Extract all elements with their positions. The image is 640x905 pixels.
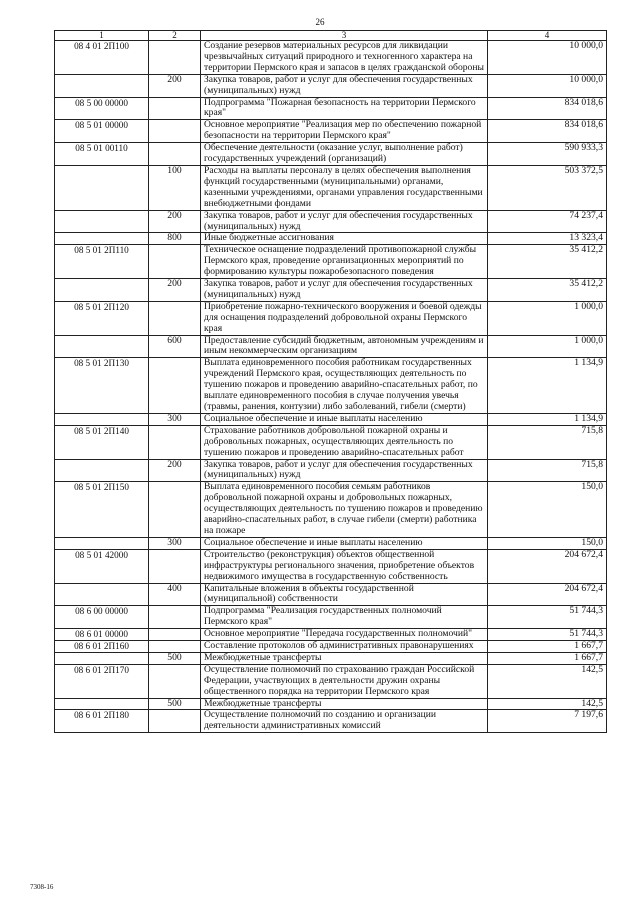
item-name: Выплата единовременного пособия работникам государственных учреждений Пермского края, осуществляющих деятельность по тушению пожаров и проведению аварийно-спасательных работ, по выплате единовременного пособия в случае получения увечья (травмы, ранения, контузии) либо заболеваний, гибели (смерти) [201, 358, 488, 414]
footer-code: 7308-16 [30, 883, 54, 891]
target-article-code [55, 652, 149, 664]
expense-type-code: 300 [149, 413, 201, 425]
item-name: Расходы на выплаты персоналу в целях обеспечения выполнения функций государственными (муниципальными) органами, казенными учреждениями, органами управления государственными внебюджетными фондами [201, 165, 488, 210]
target-article-code [55, 583, 149, 606]
amount: 204 672,4 [488, 583, 607, 606]
amount: 13 323,4 [488, 233, 607, 245]
expense-type-code [149, 120, 201, 143]
expense-type-code [149, 97, 201, 120]
amount: 1 000,0 [488, 301, 607, 335]
target-article-code: 08 6 01 2П170 [55, 664, 149, 698]
target-article-code [55, 698, 149, 710]
expense-type-code [149, 482, 201, 538]
expense-type-code [149, 358, 201, 414]
item-name: Подпрограмма "Пожарная безопасность на территории Пермского края" [201, 97, 488, 120]
table-row [55, 74, 607, 97]
item-name: Закупка товаров, работ и услуг для обеспечения государственных (муниципальных) нужд [201, 459, 488, 482]
amount: 10 000,0 [488, 74, 607, 97]
item-name: Межбюджетные трансферты [201, 698, 488, 710]
item-name: Строительство (реконструкция) объектов общественной инфраструктуры регионального значения, приобретение объектов недвижимого имущества в государственную собственность [201, 549, 488, 583]
target-article-code: 08 6 01 00000 [55, 629, 149, 641]
amount: 142,5 [488, 698, 607, 710]
expense-type-code: 100 [149, 165, 201, 210]
page-number: 26 [315, 17, 325, 27]
expense-type-code: 600 [149, 335, 201, 358]
target-article-code: 08 5 01 00000 [55, 120, 149, 143]
target-article-code [55, 459, 149, 482]
amount: 51 744,3 [488, 606, 607, 629]
header-col-3: 3 [201, 31, 488, 41]
target-article-code [55, 74, 149, 97]
amount: 1 134,9 [488, 358, 607, 414]
target-article-code: 08 5 01 2П150 [55, 482, 149, 538]
amount: 834 018,6 [488, 97, 607, 120]
expense-type-code [149, 41, 201, 75]
table-row [55, 664, 607, 698]
item-name: Основное мероприятие "Реализация мер по обеспечению пожарной безопасности на территории Пермского края" [201, 120, 488, 143]
table-row [55, 583, 607, 606]
amount: 51 744,3 [488, 629, 607, 641]
table-row [55, 245, 607, 279]
table-row [55, 652, 607, 664]
item-name: Осуществление полномочий по страхованию граждан Российской Федерации, участвующих в деятельности дружин охраны общественного порядка на территории Пермского края [201, 664, 488, 698]
amount: 1 134,9 [488, 413, 607, 425]
table-row [55, 710, 607, 733]
expense-type-code: 200 [149, 459, 201, 482]
expense-type-code [149, 641, 201, 653]
expense-type-code [149, 425, 201, 459]
target-article-code: 08 5 00 00000 [55, 97, 149, 120]
header-col-2: 2 [149, 31, 201, 41]
target-article-code [55, 165, 149, 210]
target-article-code: 08 5 01 2П140 [55, 425, 149, 459]
target-article-code: 08 6 01 2П180 [55, 710, 149, 733]
table-row [55, 165, 607, 210]
item-name: Обеспечение деятельности (оказание услуг, выполнение работ) государственных учреждений (организаций) [201, 143, 488, 166]
budget-table [54, 30, 607, 733]
table-row [55, 629, 607, 641]
header-col-4: 4 [488, 31, 607, 41]
table-row [55, 606, 607, 629]
table-row [55, 233, 607, 245]
table-row [55, 301, 607, 335]
table-row [55, 279, 607, 302]
expense-type-code: 800 [149, 233, 201, 245]
target-article-code [55, 537, 149, 549]
target-article-code: 08 5 01 2П120 [55, 301, 149, 335]
expense-type-code: 400 [149, 583, 201, 606]
table-row [55, 459, 607, 482]
expense-type-code [149, 664, 201, 698]
amount: 10 000,0 [488, 41, 607, 75]
table-row [55, 698, 607, 710]
item-name: Приобретение пожарно-технического вооружения и боевой одежды для оснащения подразделений добровольной охраны Пермского края [201, 301, 488, 335]
target-article-code: 08 6 01 2П160 [55, 641, 149, 653]
item-name: Основное мероприятие "Передача государственных полномочий" [201, 629, 488, 641]
table-row [55, 358, 607, 414]
header-col-1: 1 [55, 31, 149, 41]
target-article-code [55, 279, 149, 302]
amount: 715,8 [488, 459, 607, 482]
table-header [55, 31, 607, 41]
amount: 35 412,2 [488, 279, 607, 302]
expense-type-code [149, 245, 201, 279]
item-name: Создание резервов материальных ресурсов для ликвидации чрезвычайных ситуаций природного и техногенного характера на территории Пермского края и запасов в целях гражданской обороны [201, 41, 488, 75]
amount: 503 372,5 [488, 165, 607, 210]
target-article-code [55, 233, 149, 245]
expense-type-code [149, 606, 201, 629]
table-body [55, 41, 607, 733]
expense-type-code [149, 629, 201, 641]
amount: 715,8 [488, 425, 607, 459]
target-article-code: 08 4 01 2П100 [55, 41, 149, 75]
item-name: Закупка товаров, работ и услуг для обеспечения государственных (муниципальных) нужд [201, 279, 488, 302]
item-name: Иные бюджетные ассигнования [201, 233, 488, 245]
item-name: Межбюджетные трансферты [201, 652, 488, 664]
table-row [55, 482, 607, 538]
table-row [55, 549, 607, 583]
table-row [55, 425, 607, 459]
target-article-code: 08 6 00 00000 [55, 606, 149, 629]
expense-type-code [149, 301, 201, 335]
table-row [55, 143, 607, 166]
item-name: Выплата единовременного пособия семьям работников добровольной пожарной охраны и добровольных пожарных, осуществляющих деятельность по тушению пожаров и проведению аварийно-спасательных работ, в случае гибели (смерти) работника на пожаре [201, 482, 488, 538]
target-article-code: 08 5 01 00110 [55, 143, 149, 166]
table-row [55, 41, 607, 75]
item-name: Осуществление полномочий по созданию и организации деятельности административных комиссий [201, 710, 488, 733]
target-article-code [55, 413, 149, 425]
amount: 1 000,0 [488, 335, 607, 358]
item-name: Страхование работников добровольной пожарной охраны и добровольных пожарных, осуществляющих деятельность по тушению пожаров и проведению аварийно-спасательных работ [201, 425, 488, 459]
amount: 834 018,6 [488, 120, 607, 143]
table-row [55, 210, 607, 233]
target-article-code [55, 335, 149, 358]
table-row [55, 537, 607, 549]
target-article-code [55, 210, 149, 233]
amount: 590 933,3 [488, 143, 607, 166]
item-name: Техническое оснащение подразделений противопожарной службы Пермского края, проведение организационных мероприятий по формированию культуры пожаробезопасного поведения [201, 245, 488, 279]
amount: 1 667,7 [488, 641, 607, 653]
amount: 1 667,7 [488, 652, 607, 664]
expense-type-code: 300 [149, 537, 201, 549]
target-article-code: 08 5 01 42000 [55, 549, 149, 583]
amount: 150,0 [488, 537, 607, 549]
item-name: Социальное обеспечение и иные выплаты населению [201, 413, 488, 425]
expense-type-code: 200 [149, 210, 201, 233]
target-article-code: 08 5 01 2П130 [55, 358, 149, 414]
amount: 204 672,4 [488, 549, 607, 583]
expense-type-code: 200 [149, 74, 201, 97]
amount: 7 197,6 [488, 710, 607, 733]
item-name: Составление протоколов об административных правонарушениях [201, 641, 488, 653]
expense-type-code [149, 549, 201, 583]
item-name: Закупка товаров, работ и услуг для обеспечения государственных (муниципальных) нужд [201, 210, 488, 233]
table-row [55, 97, 607, 120]
item-name: Капитальные вложения в объекты государственной (муниципальной) собственности [201, 583, 488, 606]
amount: 142,5 [488, 664, 607, 698]
expense-type-code: 500 [149, 698, 201, 710]
item-name: Социальное обеспечение и иные выплаты населению [201, 537, 488, 549]
amount: 150,0 [488, 482, 607, 538]
amount: 74 237,4 [488, 210, 607, 233]
table-row [55, 120, 607, 143]
table-row [55, 413, 607, 425]
expense-type-code [149, 143, 201, 166]
item-name: Предоставление субсидий бюджетным, автономным учреждениям и иным некоммерческим организациям [201, 335, 488, 358]
target-article-code: 08 5 01 2П110 [55, 245, 149, 279]
item-name: Подпрограмма "Реализация государственных полномочий Пермского края" [201, 606, 488, 629]
expense-type-code [149, 710, 201, 733]
amount: 35 412,2 [488, 245, 607, 279]
item-name: Закупка товаров, работ и услуг для обеспечения государственных (муниципальных) нужд [201, 74, 488, 97]
table-row [55, 335, 607, 358]
table-row [55, 641, 607, 653]
header-row [55, 31, 607, 41]
expense-type-code: 200 [149, 279, 201, 302]
expense-type-code: 500 [149, 652, 201, 664]
